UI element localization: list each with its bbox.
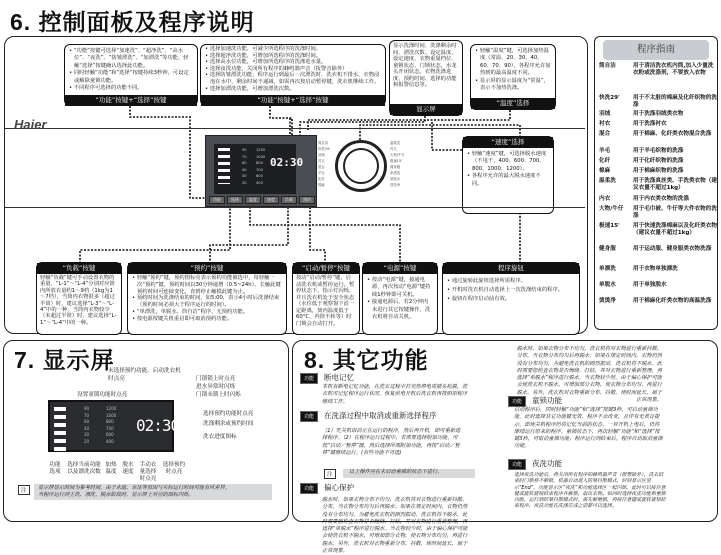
list-value: 快洗29' xyxy=(318,147,331,151)
box-header: “功能”按键+“选择”按键 xyxy=(65,95,197,106)
feature-tag: 功能 xyxy=(300,483,318,494)
panel-button[interactable]: 功能 xyxy=(209,196,225,204)
feature-night-wash xyxy=(508,458,562,470)
value-list xyxy=(318,140,330,188)
bullet-item: • 选择加漂洗功能，可增加漂洗次数。 xyxy=(205,86,381,93)
label-temperature: 加热温度 xyxy=(105,462,117,475)
box-header: “启动/暂停”按键 xyxy=(293,263,359,274)
callout-lock: 设置童锁功能时点亮 xyxy=(77,392,128,398)
program-desc: 用于棉麻、化纤类衣物混合洗涤 xyxy=(633,131,712,137)
list-value: 20 xyxy=(242,180,247,185)
program-name: 快洗29' xyxy=(599,95,620,101)
bullet-item: • 预约时间为洗涤结束的时间，如5:00，表示4小时后洗涤结束（预约时间必须大于程序运行的时间）。 xyxy=(132,295,282,309)
program-desc: 用于快速洗涤棉麻以及化纤类衣物（建议衣量不超过1kg） xyxy=(633,223,717,237)
list-value: 700 xyxy=(106,425,114,431)
bullet-item: • 显示屏的显示温度为“常温”，表示不加热洗涤。 xyxy=(475,78,551,93)
box-header: “温度”选择 xyxy=(471,98,555,109)
feature-text-cont: 脱水时，如果衣物分布不均匀，洗衣机将对衣物进行重新抖散、分布，当衣物分布均匀后再脱水；如果在规定时间内，衣物仍然没有分布均匀，为避免洗衣机的剧烈振动，洗衣机将不脱水。此时需要您检查衣物是否缠绕、打结，并对衣物进行重新整理，再选择“单脱水”程序进行脱水。当衣物较少时，由于偏心保护可能会使洗衣机不脱水，可增加部分衣物，使衣物分布均匀，再进行脱水。另外，洗衣机对衣物重新分布、抖散，使时间延长，属于正常现象。 xyxy=(516,346,662,404)
program-name: 单脱水 xyxy=(599,282,616,288)
feature-text: （1）先关机取消正在运行的程序，然后再开机，即可重新选择程序。（2）在程序运行过程中，若需要选择附加功能，可按“启动／暂停”键，然后选择所需附加功能，再按“启动／暂停”键继续运行。(有些功能不可选) xyxy=(322,428,461,456)
feature-tag: 功能 xyxy=(300,411,318,422)
program-desc: 用于洗涤羽绒类衣物 xyxy=(633,111,684,117)
callout-progress: 洗衣进度图标 xyxy=(203,434,237,440)
list-value: 羊毛 xyxy=(318,171,325,175)
feature-title: 夜洗功能 xyxy=(532,459,563,468)
program-desc: 用于羊毛织物的洗涤 xyxy=(633,148,684,154)
list-value: 混合 xyxy=(318,165,325,169)
bullet-item: • 轻触“预约”键，预约图标亮表示预约功能被选中，每轻触一次“预约”键，预约时间以30分钟递增（0.5~24h），长触此键预约时间可连续变化，直到停止触摸此键为止。 xyxy=(132,275,282,295)
bullet-item: • 通过旋转此旋钮选择所需程序。 xyxy=(447,277,575,286)
bullet-item: • 接通电源后，若2分钟内未进行其它按键操作，洗衣机将自动关机。 xyxy=(367,299,433,321)
box-header: “电源”按键 xyxy=(363,263,437,274)
label-reserve: 选择预约时点亮 xyxy=(162,462,186,475)
list-value: 90 xyxy=(84,406,90,411)
list-value: 筒自洁 xyxy=(318,141,329,145)
reserve-box xyxy=(127,262,287,335)
list-value: 40 xyxy=(242,167,247,172)
list-value: 20 xyxy=(84,438,90,444)
list-value: 羽绒 xyxy=(318,153,325,157)
panel-button[interactable]: 负载 xyxy=(281,196,297,204)
callout-door-locked: 门锁锁上时点亮 xyxy=(196,376,236,382)
program-desc: 用于化纤织物的洗涤 xyxy=(633,158,684,164)
list-value: 温柔洗 xyxy=(390,141,401,145)
list-value: 内衣 xyxy=(390,147,397,151)
callout-door-unlocked: 门锁未锁上时闪烁 xyxy=(196,392,241,398)
display-notes xyxy=(34,484,272,500)
list-value: 化纤 xyxy=(318,177,325,181)
list-value: 单脱水 xyxy=(390,177,401,181)
program-name: 衬衣 xyxy=(599,121,611,127)
feature-title: 断电记忆 xyxy=(324,373,355,382)
program-name: 内衣 xyxy=(599,196,611,202)
connector-load xyxy=(80,205,230,262)
list-value: 健身服 xyxy=(390,165,401,169)
program-name: 单漂洗 xyxy=(599,266,616,272)
time-readout: 02:30 xyxy=(136,416,180,435)
box-header: “速度”选择 xyxy=(463,137,553,148)
label-select: 选择当前功能以及漂洗次数 xyxy=(67,462,101,475)
program-name: 极速15' xyxy=(599,223,620,229)
feature-text: 脱水时，如果衣物分布不均匀，洗衣机将对衣物进行重新抖散、分布，当衣物分布均匀后再脱水；如果在规定时间内，衣物仍然没有分布均匀，为避免洗衣机的剧烈振动，洗衣机将不脱水。此时需要您检查衣物是否缠绕、打结，并对衣物进行重新整理，再选择“单脱水”程序进行脱水。当衣物较少时，由于偏心保护可能会使洗衣机不脱水，可增加部分衣物，使衣物分布均匀，再进行脱水。另外，洗衣机对衣物重新分布、抖散，使时间延长，属于正常现象。 xyxy=(322,497,468,555)
list-value: 800 xyxy=(106,419,114,424)
bullet-item: • 选择高水位功能，可增加所选程序的洗涤进水量。 xyxy=(205,59,381,66)
program-name: 温柔洗 xyxy=(599,178,616,184)
program-desc: 用于不太脏的棉麻及化纤织物的洗涤 xyxy=(633,95,717,109)
feature-cancel-program xyxy=(300,410,437,422)
panel-button[interactable]: 选择 xyxy=(227,196,243,204)
box-header: “预约”按键 xyxy=(128,263,286,274)
program-desc: 用于衣物单独漂洗 xyxy=(633,266,678,272)
program-desc: 用于内衣类衣物的洗涤 xyxy=(633,196,689,202)
bullet-item: • 选择超净洗功能，可增加所选程序的洗涤时间。 xyxy=(205,53,381,60)
value-list xyxy=(106,406,116,445)
section6-title: 6. 控制面板及程序说明 xyxy=(10,9,255,35)
box-header: “负载”按键 xyxy=(37,263,121,274)
program-guide xyxy=(594,36,718,330)
bullet-item: • “功能”按键可选择“加速洗”、“超净洗”、“高水位”、“夜洗”、“防皱漂洗”、“加漂洗”等功能，轻触“选择”按键确认选择此功能。 xyxy=(69,48,193,70)
box-header: 程序旋钮 xyxy=(443,263,579,274)
list-value: 800 xyxy=(256,161,263,166)
feature-tag: 功能 xyxy=(508,396,526,407)
feature-title: 童锁功能 xyxy=(532,396,563,405)
value-list xyxy=(84,406,89,445)
list-value: 400 xyxy=(106,438,114,444)
list-value: 烫烫净 xyxy=(390,183,401,187)
func-select-box-2 xyxy=(200,44,386,106)
list-value: 70 xyxy=(84,412,90,418)
bullet-item: • 轻触“速度”键，可选择脱水速度（不甩干、400、600、700、800、1000、1200）。 xyxy=(467,151,549,173)
list-value: 700 xyxy=(256,167,263,172)
program-desc: 用于运动服、健身服类衣物洗涤 xyxy=(633,246,712,252)
list-value: 大物/牛仔 xyxy=(390,153,405,157)
feature-imbalance xyxy=(300,482,354,494)
bullet-item: • “单漂洗、单脱水、筒自洁”程序，无预约功能。 xyxy=(132,309,282,316)
list-value: 600 xyxy=(106,432,114,437)
label-function-option: 功能选项 xyxy=(49,462,61,475)
brand-logo: Haier xyxy=(14,117,47,132)
power-box xyxy=(362,262,438,335)
connector-reserve xyxy=(210,200,288,262)
lcd-display xyxy=(214,144,304,194)
program-desc: 用于棉麻化纤类衣物的高温洗涤 xyxy=(633,298,712,304)
control-panel xyxy=(205,135,317,207)
program-name: 筒自洁 xyxy=(599,63,616,69)
callout-reserve: 选择预约功能时点亮 xyxy=(203,411,254,417)
bullet-item: • 选择夜洗功能，关闭所有程序的蜂鸣器声音（报警音除外） xyxy=(205,66,381,73)
note-line: 显示屏显示时间为参考时间，由于水温、水压等原因与实际运行时间可能有所差异。 xyxy=(38,485,230,491)
load-desc: 轻触“负载”键可手动设置衣物的重量，“L-1”～“L-4”分别对应筒内所放衣量约1～9档（1kg为1～7档），当筒内衣物很多（超过半筒）时，建议选择“L-3”～“L-4”中的一种，当筒内衣物较少（未超过半筒）时，建议选择“L-1”～“L-4”中的一种。 xyxy=(40,275,117,326)
feature-child-lock xyxy=(508,395,562,407)
value-list xyxy=(256,147,265,187)
list-value: 90 xyxy=(242,148,247,152)
start-pause-box xyxy=(292,262,360,335)
bullet-item: • 选择防皱漂洗功能，程序运行到最后一次漂洗时，洗衣机不排水，衣物浸泡在水中，剩余时间不递减，如需再次按启动暂停键，洗衣机继续工作。 xyxy=(205,72,381,85)
panel-button[interactable]: 温度 xyxy=(245,196,261,204)
bullet-item: • 按动“电源”键，接通电源，再次按动“电源”键持续1秒钟即可关机。 xyxy=(367,277,433,299)
list-value: 60 xyxy=(242,161,247,166)
program-name: 健身服 xyxy=(599,246,616,252)
program-guide-title: 程序指南 xyxy=(603,40,709,60)
callout-water: 进水异常时闪烁 xyxy=(196,384,236,390)
program-name: 烫烫净 xyxy=(599,298,616,304)
list-value: 70 xyxy=(242,154,247,159)
load-box xyxy=(36,262,122,335)
program-name: 化纤 xyxy=(599,158,611,164)
start-desc: 按动“启动/暂停”键，启动洗衣机或暂停运行。暂停状态下，指示灯闪烁，并且洗衣机处于安全状态（水位低于观察窗下沿一定距离，筒内温度低于60°C，内筒不转等）时门锁会自动打开。 xyxy=(296,275,355,327)
box-header: “功能”按键+“选择”按键 xyxy=(201,95,385,106)
bullet-item: • 同时轻触“功能”和“选择”按键持续3秒钟，可设定或解除童锁功能。 xyxy=(69,70,193,85)
program-name: 羽绒 xyxy=(599,111,611,117)
list-value: 极速15' xyxy=(390,159,403,163)
panel-button[interactable]: 速度 xyxy=(263,196,279,204)
temperature-box xyxy=(470,44,556,110)
feature-tag: 功能 xyxy=(508,459,526,470)
value-list xyxy=(242,147,247,187)
callout-start: 未选择预约功能，启动洗衣机时点亮 xyxy=(108,368,181,382)
note-label: 注 xyxy=(324,469,336,479)
knob-box xyxy=(442,262,580,335)
list-value: 棉麻 xyxy=(318,183,325,187)
list-value: 单漂洗 xyxy=(390,171,401,175)
func-select-box-1 xyxy=(64,44,198,106)
program-desc: 用于单独脱水 xyxy=(633,282,667,288)
program-name: 大物/牛仔 xyxy=(599,206,624,212)
feature-text: 选择夜洗功能后，将关闭所有程序的蜂鸣器声音（报警除外），洗衣结束时门锁将不解锁，机器自动进入防皱抖散模式，时间显示区显示“End”，功能显示区“夜洗”和功能选择区一起闪烁，此时可以按任意键或旋转旋钮结束程序并解锁，取出衣物。如同时选择夜洗功能和童锁功能，运行到防皱抖散模式时，需先解童锁，再按任意键或旋转旋钮结束程序。夜洗功能在洗涤完成之前都可以选择。 xyxy=(514,472,666,510)
function-indicators xyxy=(218,148,230,184)
bullet-item: • 各程序允许的最大脱水速度不同。 xyxy=(467,173,549,188)
program-knob[interactable] xyxy=(335,140,387,192)
list-value: 1200 xyxy=(256,148,266,152)
display-desc: 显示洗涤时间、洗涤剩余时间、漂洗次数、设定温度、设定速度、衣物重量档位、童锁状态、门锁状态、水龙头开闭状态、衣物洗涤进度、预约时间、选择的功能和报警信息等。 xyxy=(393,43,457,88)
feature-note: 以上操作应在未启动童锁的状态下进行。 xyxy=(343,469,475,478)
note-line: 当程序运行到主洗、漂洗、脱水阶段时，显示屏上对应的图标闪烁。 xyxy=(38,492,194,498)
bullet-item: • 选择加速洗功能，可减少所选程序的洗涤时间。 xyxy=(205,46,381,53)
list-value: 60 xyxy=(84,419,90,424)
list-value: 40 xyxy=(84,425,90,431)
feature-text: 本机有断电记忆功能，在洗衣过程中若突然停电或插头松脱，洗衣机可记忆程序运行状况，恢复供电开机后洗衣机再按照原程序继续工作。 xyxy=(322,384,468,405)
bullet-item: • 轻触“温度”键，可选择加热温度（常温、20、30、40、60、70、90），各程序允许加热到的最高温度不同。 xyxy=(475,48,551,78)
list-value: 400 xyxy=(256,180,263,185)
list-value: 30 xyxy=(84,432,90,437)
feature-title: 在洗涤过程中取消或重新选择程序 xyxy=(324,411,437,420)
connector-start xyxy=(310,200,325,262)
label-load: 手动衣量选择时点亮 xyxy=(139,462,157,482)
section8-title: 8. 其它功能 xyxy=(304,347,429,373)
program-desc: 用于棉麻织物的洗涤 xyxy=(633,168,684,174)
bullet-item: • 旋钮在程序启动前有效。 xyxy=(447,295,575,304)
feature-power-memory xyxy=(300,372,354,384)
section7-title: 7. 显示屏 xyxy=(14,347,115,373)
display-box xyxy=(389,40,463,116)
value-list xyxy=(390,140,405,188)
program-name: 混合 xyxy=(599,131,611,137)
list-value: 30 xyxy=(242,174,247,179)
list-value: 600 xyxy=(256,174,263,179)
callout-time: 洗涤剩余或预约时间 xyxy=(203,421,254,427)
feature-tag: 功能 xyxy=(300,373,318,384)
list-value: 衬衣 xyxy=(318,159,325,163)
feature-text: 启动程序后，同时轻触“功能”和“选择”按键3秒，可启动童锁功能，此时选择其它功能键无效，程序不会改变，且伴有无效音提示。即使关机程序仍将记忆当前的状态，一旦开机上电后，仍将继续运行原来的程序。童锁状态下，再次轻触“功能”和“选择”按键3秒，可取消童锁功能；程序运行到结束后，程序自动取消童锁功能。 xyxy=(514,407,663,450)
feature-title: 偏心保护 xyxy=(324,483,355,492)
display-diagram xyxy=(48,400,180,452)
list-value: 1000 xyxy=(106,412,117,418)
panel-button[interactable]: 预约 xyxy=(299,196,315,204)
program-desc: 用于洗涤真丝类、手洗类衣物（建议衣量不超过1kg） xyxy=(633,178,717,192)
note-label: 注 xyxy=(18,485,30,495)
program-desc: 用于毛巾被、牛仔等大件衣物的洗涤 xyxy=(633,206,717,220)
list-value: 1000 xyxy=(256,154,266,159)
bullet-item: • 不同程序可选择的功能不同。 xyxy=(69,85,193,92)
label-speed: 脱水速度 xyxy=(122,462,134,475)
box-header: 显示屏 xyxy=(390,104,462,115)
program-desc: 用于清洁洗衣机内筒,加入少量洗衣粉或洗涤剂，不要放入衣物 xyxy=(633,63,714,77)
bullet-item: • 开机时洗衣机自动选择上一次洗涤结束的程序。 xyxy=(447,286,575,295)
program-name: 棉麻 xyxy=(599,168,611,174)
time-readout: 02:30 xyxy=(270,156,304,169)
list-value: 1200 xyxy=(106,406,117,411)
panel-buttons xyxy=(208,196,316,204)
program-name: 羊毛 xyxy=(599,148,611,154)
bullet-item: • 按电源按键关机重启即可取消预约功能。 xyxy=(132,316,282,323)
program-desc: 用于洗涤衬衣 xyxy=(633,121,667,127)
